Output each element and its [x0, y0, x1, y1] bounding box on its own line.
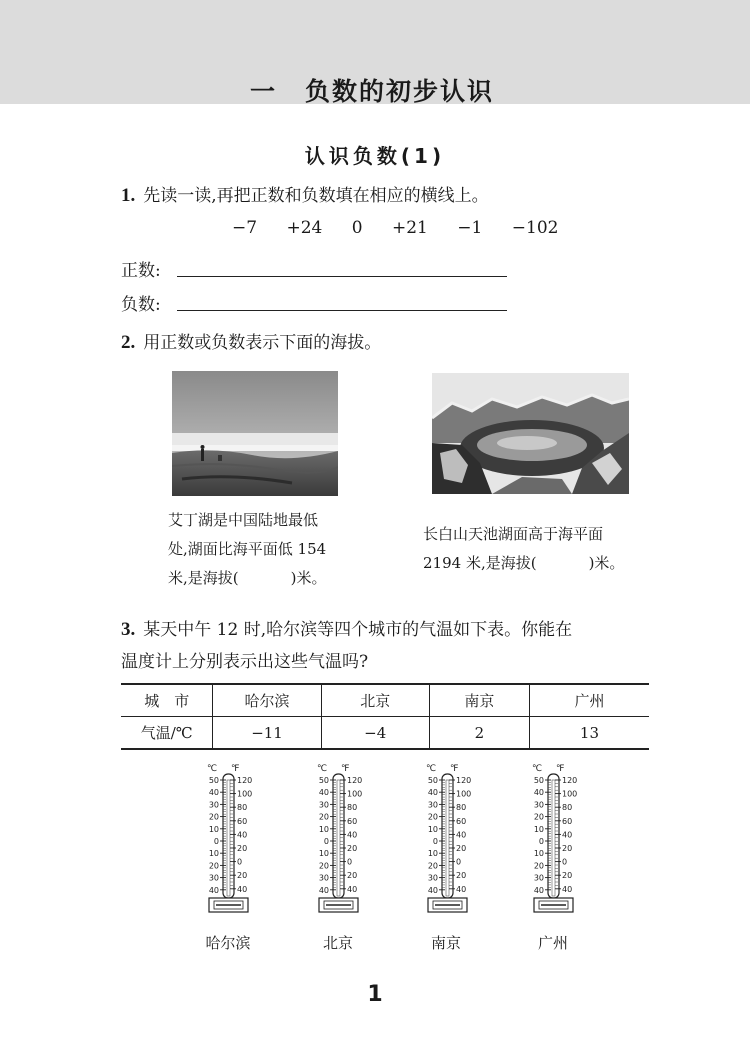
celsius-tick-label: 0 [538, 837, 544, 846]
question-2-text: 用正数或负数表示下面的海拔。 [143, 333, 382, 353]
celsius-tick-label: 40 [318, 788, 329, 798]
celsius-tick-label: 20 [533, 812, 544, 822]
celsius-tick-label: 10 [318, 824, 329, 834]
table-row-label: 气温/℃ [121, 717, 213, 750]
celsius-tick-label: 50 [427, 776, 438, 785]
right-caption-line: 2194 米,是海拔( )米。 [423, 554, 625, 572]
fahrenheit-tick-label: 40 [347, 830, 358, 840]
fahrenheit-unit: ℉ [450, 764, 459, 774]
left-caption-line: 艾丁湖是中国陆地最低 [168, 511, 319, 529]
fahrenheit-unit: ℉ [231, 764, 240, 774]
question-1-text: 先读一读,再把正数和负数填在相应的横线上。 [143, 186, 489, 206]
celsius-tick-label: 10 [427, 849, 438, 859]
temperature-table [121, 683, 649, 750]
celsius-tick-label: 30 [318, 873, 329, 883]
celsius-unit: ℃ [532, 764, 543, 774]
celsius-tick-label: 10 [208, 824, 219, 834]
table-row [121, 717, 649, 750]
celsius-tick-label: 50 [208, 776, 219, 785]
page-number: 1 [367, 982, 383, 1007]
fahrenheit-tick-label: 60 [347, 816, 358, 826]
fahrenheit-tick-label: 120 [562, 776, 578, 785]
celsius-tick-label: 20 [318, 812, 329, 822]
negative-label: 负数: [121, 295, 161, 315]
fahrenheit-tick-label: 20 [237, 871, 248, 881]
fahrenheit-tick-label: 60 [456, 816, 467, 826]
celsius-tick-label: 30 [208, 873, 219, 883]
city-label: 哈尔滨 [205, 934, 251, 952]
number-item: −7 [232, 218, 258, 238]
celsius-tick-label: 30 [208, 800, 219, 810]
celsius-tick-label: 20 [208, 812, 219, 822]
number-item: +24 [286, 218, 323, 238]
fahrenheit-tick-label: 120 [456, 776, 472, 785]
fahrenheit-tick-label: 40 [237, 830, 248, 840]
fahrenheit-tick-label: 40 [347, 884, 358, 894]
celsius-tick-label: 40 [208, 885, 219, 895]
question-1-number: 1. [121, 185, 136, 206]
thermometer-capillary [227, 780, 230, 896]
number-item: −102 [511, 218, 559, 238]
fahrenheit-tick-label: 40 [456, 884, 467, 894]
negative-answer-line[interactable] [177, 310, 507, 311]
left-caption [168, 506, 358, 593]
left-caption-line: 处,湖面比海平面低 154 [168, 540, 327, 558]
fahrenheit-tick-label: 40 [562, 830, 573, 840]
table-header-cell: 城 市 [121, 684, 213, 717]
number-item: −1 [457, 218, 483, 238]
thermometer-guangzhou[interactable] [523, 762, 583, 914]
fahrenheit-tick-label: 60 [562, 816, 573, 826]
fahrenheit-tick-label: 20 [562, 844, 573, 853]
question-2-number: 2. [121, 332, 136, 353]
fahrenheit-tick-label: 0 [562, 857, 568, 867]
celsius-unit: ℃ [317, 764, 328, 774]
fahrenheit-tick-label: 100 [456, 789, 472, 799]
fahrenheit-tick-label: 80 [237, 803, 248, 813]
chapter-number: 一 [249, 77, 277, 106]
fahrenheit-unit: ℉ [556, 764, 565, 774]
chapter-title [0, 72, 750, 108]
right-caption-line: 长白山天池湖面高于海平面 [423, 525, 604, 543]
section-title: 认识负数(1) [304, 144, 446, 168]
chapter-title-text: 负数的初步认识 [304, 77, 494, 106]
table-header-cell: 广州 [529, 684, 649, 717]
celsius-tick-label: 0 [213, 837, 219, 846]
table-cell: −11 [213, 717, 321, 750]
positive-answer-row [121, 256, 161, 281]
fahrenheit-tick-label: 100 [237, 789, 253, 799]
thermometer-harbin[interactable] [198, 762, 258, 914]
fahrenheit-tick-label: 0 [456, 857, 462, 867]
celsius-tick-label: 20 [427, 812, 438, 822]
celsius-tick-label: 40 [533, 885, 544, 895]
number-list [232, 218, 558, 238]
celsius-tick-label: 30 [427, 800, 438, 810]
celsius-tick-label: 40 [533, 788, 544, 798]
table-cell: 2 [429, 717, 529, 750]
positive-answer-line[interactable] [177, 276, 507, 277]
celsius-tick-label: 10 [427, 824, 438, 834]
fahrenheit-tick-label: 80 [562, 803, 573, 813]
fahrenheit-tick-label: 40 [562, 884, 573, 894]
question-3-number: 3. [121, 619, 136, 640]
thermometer-capillary [446, 780, 449, 896]
fahrenheit-tick-label: 60 [237, 816, 248, 826]
celsius-tick-label: 30 [427, 873, 438, 883]
celsius-tick-label: 10 [533, 824, 544, 834]
celsius-tick-label: 20 [318, 861, 329, 871]
right-caption [423, 520, 653, 578]
thermometer-beijing[interactable] [308, 762, 368, 914]
fahrenheit-tick-label: 20 [347, 871, 358, 881]
fahrenheit-tick-label: 120 [237, 776, 253, 785]
celsius-tick-label: 20 [533, 861, 544, 871]
tianchi-lake-photo [432, 373, 629, 494]
negative-answer-row [121, 290, 161, 315]
celsius-tick-label: 20 [427, 861, 438, 871]
celsius-tick-label: 40 [318, 885, 329, 895]
question-3 [121, 614, 572, 678]
table-header-cell: 南京 [429, 684, 529, 717]
celsius-tick-label: 40 [427, 885, 438, 895]
question-3-text: 某天中午 12 时,哈尔滨等四个城市的气温如下表。你能在 [143, 620, 573, 640]
fahrenheit-tick-label: 20 [456, 844, 467, 853]
thermometer-capillary [552, 780, 555, 896]
celsius-tick-label: 30 [533, 800, 544, 810]
celsius-tick-label: 10 [208, 849, 219, 859]
thermometer-nanjing[interactable] [417, 762, 477, 914]
celsius-tick-label: 30 [533, 873, 544, 883]
celsius-tick-label: 0 [432, 837, 438, 846]
question-3-text-continued: 温度计上分别表示出这些气温吗? [121, 652, 369, 672]
celsius-tick-label: 40 [208, 788, 219, 798]
fahrenheit-tick-label: 40 [237, 884, 248, 894]
fahrenheit-tick-label: 20 [347, 844, 358, 853]
positive-label: 正数: [121, 261, 161, 281]
celsius-unit: ℃ [426, 764, 437, 774]
fahrenheit-tick-label: 80 [456, 803, 467, 813]
fahrenheit-tick-label: 100 [347, 789, 363, 799]
fahrenheit-tick-label: 0 [347, 857, 353, 867]
celsius-tick-label: 50 [318, 776, 329, 785]
fahrenheit-tick-label: 100 [562, 789, 578, 799]
celsius-tick-label: 0 [323, 837, 329, 846]
fahrenheit-tick-label: 20 [237, 844, 248, 853]
celsius-tick-label: 50 [533, 776, 544, 785]
fahrenheit-tick-label: 0 [237, 857, 243, 867]
city-label: 广州 [537, 934, 568, 952]
celsius-tick-label: 30 [318, 800, 329, 810]
celsius-tick-label: 40 [427, 788, 438, 798]
question-1 [121, 185, 489, 208]
celsius-tick-label: 10 [533, 849, 544, 859]
number-item: +21 [392, 218, 428, 238]
fahrenheit-tick-label: 40 [456, 830, 467, 840]
table-header-row [121, 684, 649, 717]
number-item: 0 [351, 218, 363, 238]
thermometer-capillary [337, 780, 340, 896]
fahrenheit-tick-label: 80 [347, 803, 358, 813]
aydingkol-lake-photo [172, 371, 338, 496]
fahrenheit-tick-label: 120 [347, 776, 363, 785]
city-label: 北京 [322, 934, 353, 952]
table-header-cell: 哈尔滨 [213, 684, 321, 717]
table-cell: 13 [529, 717, 649, 750]
celsius-unit: ℃ [207, 764, 218, 774]
fahrenheit-unit: ℉ [341, 764, 350, 774]
fahrenheit-tick-label: 20 [562, 871, 573, 881]
question-2 [121, 332, 381, 355]
table-header-cell: 北京 [321, 684, 429, 717]
city-label: 南京 [430, 934, 461, 952]
fahrenheit-tick-label: 20 [456, 871, 467, 881]
celsius-tick-label: 20 [208, 861, 219, 871]
celsius-tick-label: 10 [318, 849, 329, 859]
left-caption-line: 米,是海拔( )米。 [168, 569, 327, 587]
table-cell: −4 [321, 717, 429, 750]
